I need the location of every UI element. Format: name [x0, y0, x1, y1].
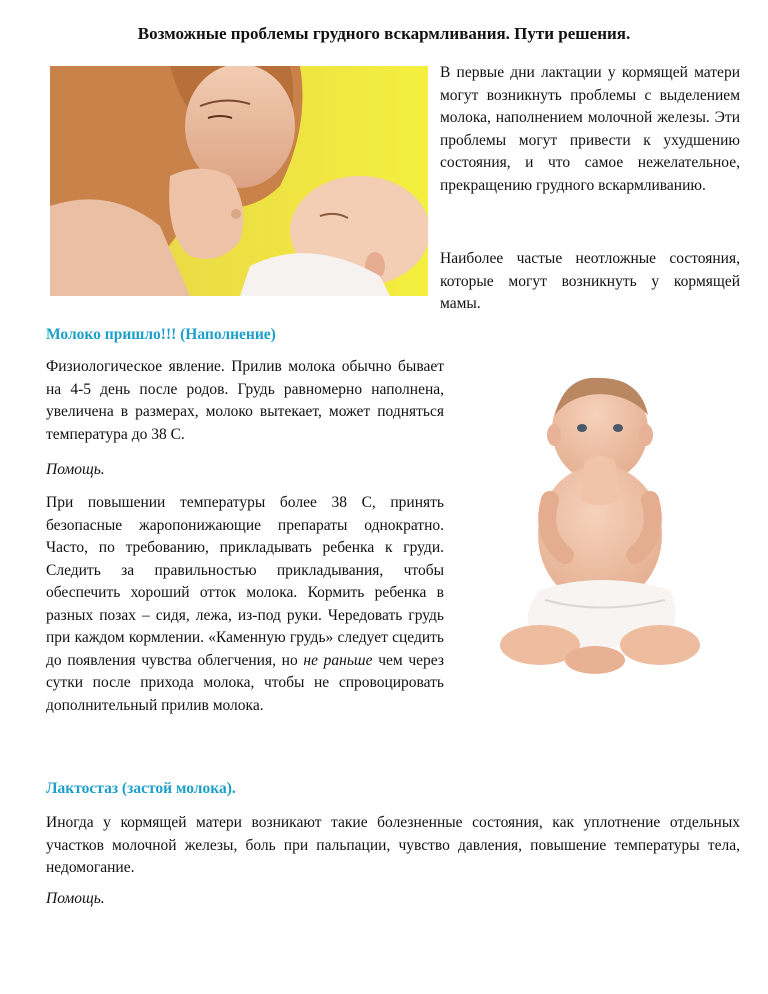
section1-description: Физиологическое явление. Прилив молока обычно бывает на 4-5 день после родов. Грудь равномерно наполнена, увеличена в размерах, молоко вытекает, может подняться температура до 38 С. — [46, 358, 444, 443]
help-text-emphasis: не раньше — [303, 651, 373, 669]
section-heading-milk-arrival: Молоко пришло!!! (Наполнение) — [46, 326, 276, 343]
section-heading-lactostasis: Лактостаз (застой молока). — [46, 780, 236, 797]
page-title: Возможные проблемы грудного вскармливания. Пути решения. — [137, 24, 631, 43]
section2-help-label: Помощь. — [46, 890, 105, 907]
mother-baby-photo — [50, 66, 428, 296]
section1-help-text — [46, 492, 444, 717]
help-text-end: чем через сутки после прихода молока, чтобы не спровоцировать дополнительный прилив молока. — [46, 651, 444, 714]
sitting-baby-photo — [470, 360, 740, 690]
intro-paragraph-1: В первые дни лактации у кормящей матери могут возникнуть проблемы с выделением молока, наполнением молочной железы. Эти проблемы могут привести к ухудшению состояния, и что самое нежелательное, прекращению грудного вскармливанию. — [440, 64, 740, 194]
intro-paragraph-2: Наиболее частые неотложные состояния, которые могут возникнуть у кормящей мамы. — [440, 250, 740, 312]
section2-description: Иногда у кормящей матери возникают такие болезненные состояния, как уплотнение отдельных участков молочной железы, боль при пальпации, чувство давления, повышение температуры тела, недомогание. — [46, 814, 740, 876]
section1-help-label: Помощь. — [46, 461, 105, 478]
help-text-start: При повышении температуры более 38 С, принять безопасные жаропонижающие препараты однократно. Часто, по требованию, прикладывать ребенка к груди. Следить за правильностью прикладывания, чтобы обеспечить хороший отток молока. Кормить ребенка в разных позах – сидя, лежа, из-под руки. Чередовать грудь при каждом кормлении. «Каменную грудь» следует сцедить до появления чувства облегчения, но — [46, 494, 444, 669]
